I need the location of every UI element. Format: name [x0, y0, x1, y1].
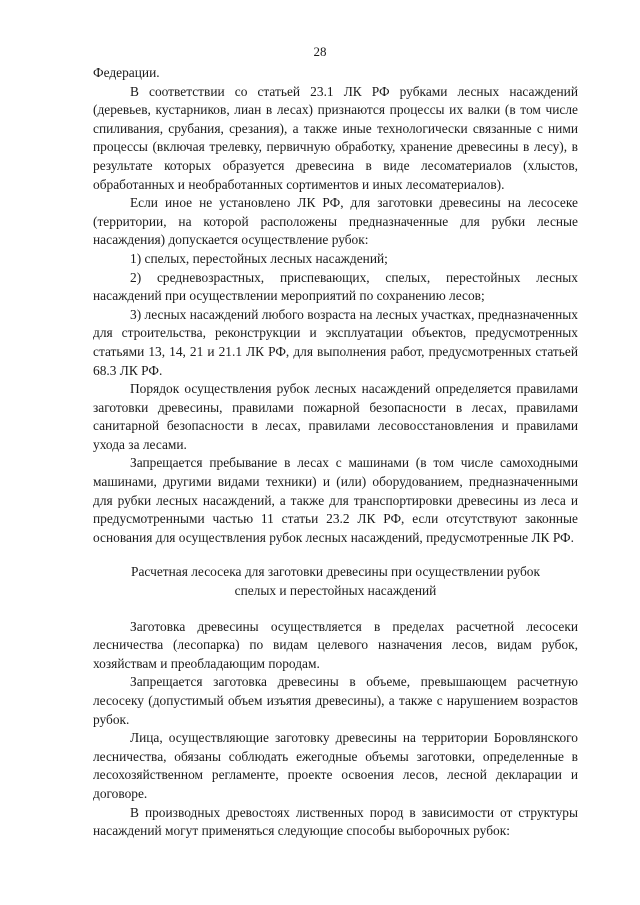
- list-item: 1) спелых, перестойных лесных насаждений;: [130, 250, 388, 266]
- list-item: 2) средневозрастных, приспевающих, спелых, перестойных лесных насаждений при осуществлении мероприятий по сохранению лесов;: [93, 269, 578, 304]
- paragraph: В производных древостоях лиственных пород в зависимости от структуры насаждений могут применяться следующие способы выборочных рубок:: [93, 804, 578, 839]
- paragraph: Порядок осуществления рубок лесных насаждений определяется правилами заготовки древесины, правилами пожарной безопасности в лесах, правилами санитарной безопасности в лесах, правилами лесовосстановления и правилами ухода за лесами.: [93, 381, 578, 452]
- paragraph: Федерации.: [93, 65, 160, 80]
- paragraph: Запрещается пребывание в лесах с машинами (в том числе самоходными машинами, другими видами техники) и (или) оборудованием, предназначенными для рубки лесных насаждений, а также для транспортировки древесины из леса и предусмотренными частью 11 статьи 23.2 ЛК РФ, если отсутствуют законные основания для осуществления рубок лесных насаждений, предусмотренные ЛК РФ.: [93, 455, 578, 545]
- paragraph: Заготовка древесины осуществляется в пределах расчетной лесосеки лесничества (лесопарка) по видам целевого назначения лесов, видам рубок, хозяйствам и преобладающим породам.: [93, 618, 578, 671]
- document-body: [93, 64, 578, 841]
- section-heading: Расчетная лесосека для заготовки древесины при осуществлении рубок спелых и перестойных насаждений: [131, 564, 540, 599]
- list-item: 3) лесных насаждений любого возраста на лесных участках, предназначенных для строительства, реконструкции и эксплуатации объектов, предусмотренных статьями 13, 14, 21 и 21.1 ЛК РФ, для выполнения работ, предусмотренных статьей 68.3 ЛК РФ.: [93, 306, 578, 378]
- paragraph: В соответствии со статьей 23.1 ЛК РФ рубками лесных насаждений (деревьев, кустарников, лиан в лесах) признаются процессы их валки (в том числе спиливания, срубания, срезания), а также иные технологически связанные с ними процессы (включая трелевку, первичную обработку, хранение древесины в лесу), в результате которых образуется древесина в виде лесоматериалов (хлыстов, обработанных и необработанных сортиментов и иных лесоматериалов).: [93, 83, 578, 192]
- page-number: 28: [313, 44, 327, 59]
- paragraph: Запрещается заготовка древесины в объеме, превышающем расчетную лесосеку (допустимый объем изъятия древесины), а также с нарушением возрастов рубок.: [93, 674, 578, 727]
- paragraph: Лица, осуществляющие заготовку древесины на территории Боровлянского лесничества, обязаны соблюдать ежегодные объемы заготовки, определенные в лесохозяйственном регламенте, проекте освоения лесов, лесной декларации и договоре.: [93, 730, 578, 801]
- paragraph: Если иное не установлено ЛК РФ, для заготовки древесины на лесосеке (территории, на которой расположены предназначенные для рубки лесные насаждения) допускается осуществление рубок:: [93, 195, 578, 248]
